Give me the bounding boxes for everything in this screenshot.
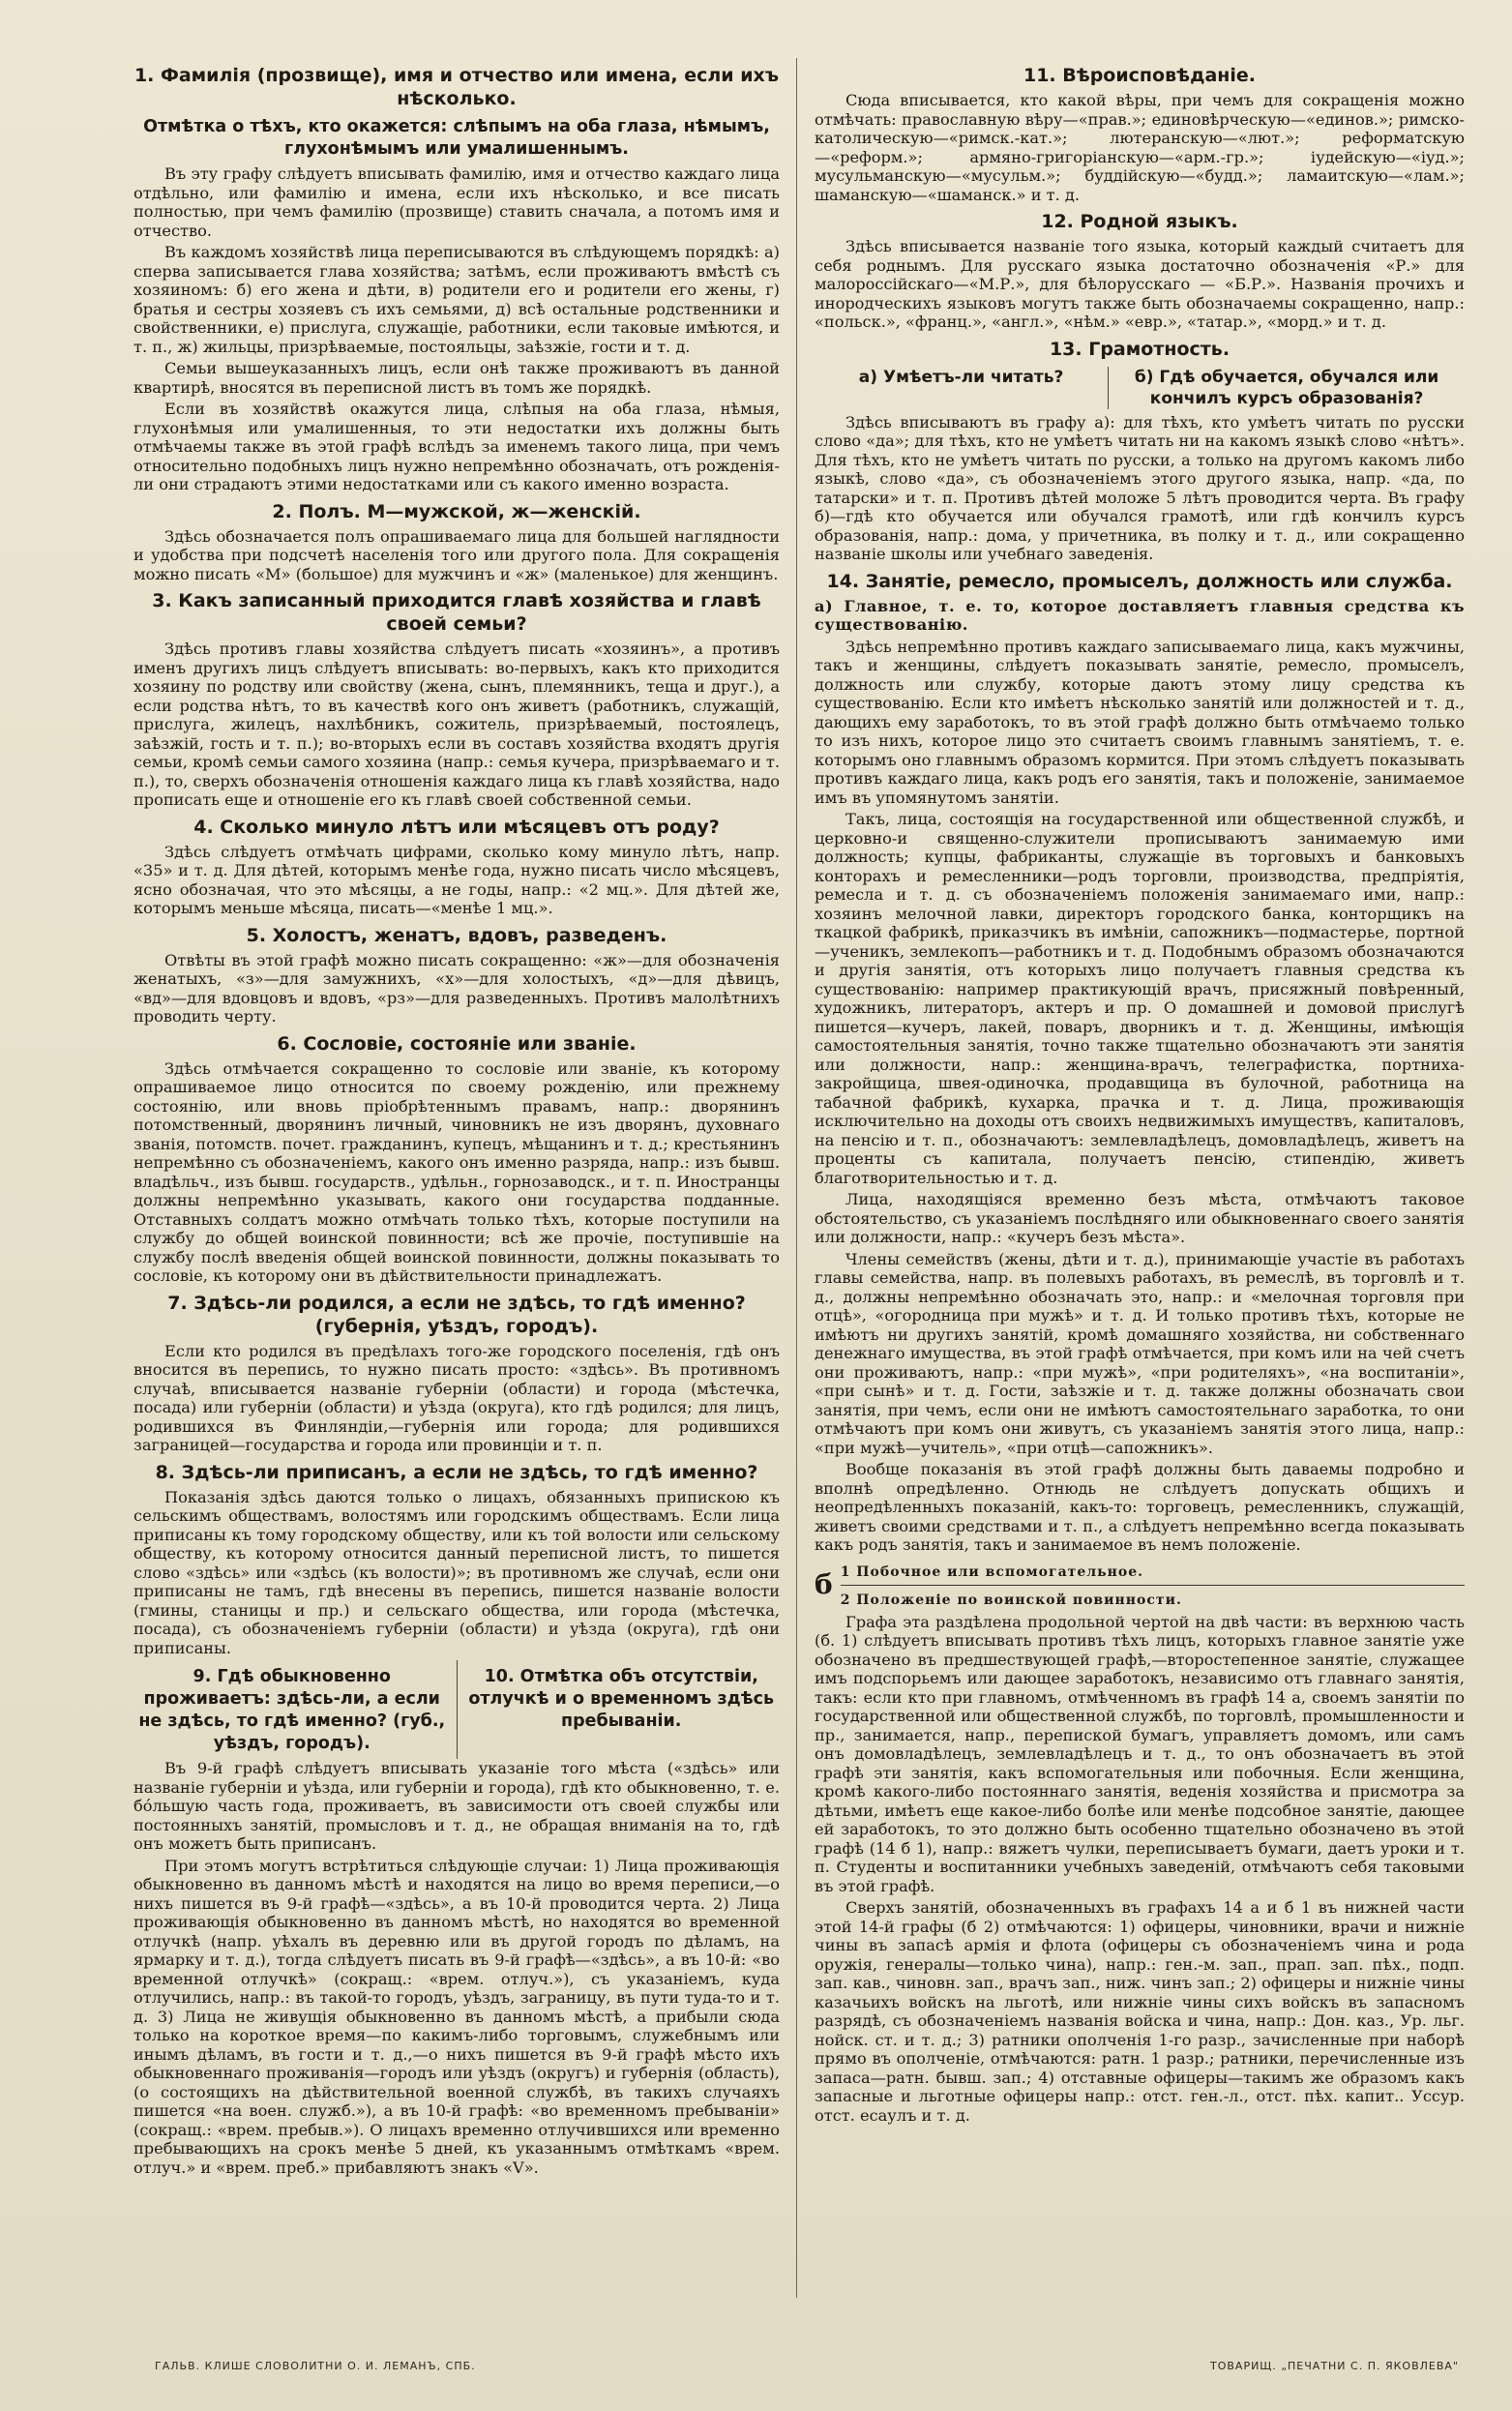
section-2-paragraph: Здѣсь обозначается полъ опрашиваемаго лица для большей наглядности и удобства при подсчетѣ населенія того или другого пола. Для сокращенія можно писать «М» (большое) для мужчинъ и «ж» (маленькое) для женщинъ. [133, 526, 780, 583]
section-1-subtitle: Отмѣтка о тѣхъ, кто окажется: слѣпымъ на оба глаза, нѣмымъ, глухонѣмымъ или умалишеннымъ. [143, 117, 770, 159]
section-14b-paragraph: Сверхъ занятій, обозначенныхъ въ графахъ 14 а и б 1 въ нижней части этой 14-й графы (б 2) отмѣчаются: 1) офицеры, чиновники, врачи и нижніе чины въ запасѣ армія и флота (офицеры съ обозначеніемъ чина и рода оружія, генералы—только чина), напр.: ген.-м. зап., прап. зап. пѣх., подп. зап. кав., чиновн. зап., врачъ зап., ниж. чинъ зап.; 2) офицеры и нижніе чины казачьихъ войскъ на льготѣ, или нижніе чины сихъ войскъ въ запасномъ разрядѣ, съ обозначеніемъ названія войска и чина, напр.: Дон. каз., Ур. льг. нойск. ст. и т. д.; 3) ратники ополченія 1-го разр., зачисленные при наборѣ прямо въ ополченіе, отмѣчаются: ратн. 1 разр.; ратники, перечисленные изъ запаса—ратн. бывш. зап.; 4) отставные офицеры—такимъ же образомъ какъ запасные и льготные офицеры напр.: отст. ген.-л., отст. пѣх. капит.. Усcур. отст. есаулъ и т. д. [815, 1898, 1465, 2125]
section-13b-title: б) Гдѣ обучается, обучался или кончилъ курсъ образованія? [1134, 367, 1439, 408]
footer-printer-right: ТОВАРИЩ. „ПЕЧАТНИ С. П. ЯКОВЛЕВА" [1210, 2360, 1459, 2372]
section-12-paragraph: Здѣсь вписывается названіе того языка, который каждый считаетъ для себя роднымъ. Для русскаго языка достаточно обозначенія «Р.» для малороссійскаго—«М.Р.», для бѣлорусскаго — «Б.Р.». Названія прочихъ и инородческихъ языковъ могутъ также быть обозначаемы сокращенно, напр.: «польск.», «франц.», «англ.», «нѣм.» «евр.», «татар.», «морд.» и т. д. [815, 237, 1465, 331]
section-14b-paragraph: Графа эта раздѣлена продольной чертой на двѣ части: въ верхнюю часть (б. 1) слѣдуетъ вписывать противъ тѣхъ лицъ, которыхъ главное занятіе уже обозначено въ предшествующей графѣ,—второстепенное занятіе, служащее имъ подспорьемъ или дающее заработокъ, независимо отъ главнаго занятія, такъ: если кто при главномъ, отмѣченномъ въ графѣ 14 а, своемъ занятіи по государственной или общественной службѣ, по торговлѣ, промышленности и пр., занимается, напр., перепиской бумагъ, управляетъ домомъ, или самъ онъ домовладѣлецъ, землевладѣлецъ и т. д., то онъ обозначаетъ въ этой графѣ эти занятія, какъ вспомогательныя или побочныя. Если женщина, кромѣ какого-либо постояннаго занятія, веденія хозяйства и присмотра за дѣтьми, имѣетъ еще какое-либо болѣе или менѣе подсобное занятіе, дающее ей заработокъ, то это должно быть особенно тщательно обозначено въ этой графѣ (14 б 1), напр.: вяжетъ чулки, переписываетъ бумаги, даетъ уроки и т. п. Студенты и воспитанники учебныхъ заведеній, отмѣчаютъ себя таковыми въ этой графѣ. [815, 1612, 1465, 1895]
section-13-title: 13. Грамотность. [1049, 338, 1230, 360]
section-7-paragraph: Если кто родился въ предѣлахъ того-же городского поселенія, гдѣ онъ вносится въ перепись, то нужно писать просто: «здѣсь». Въ противномъ случаѣ, вписывается названіе губерніи (области) и города (мѣстечка, посада) или губерніи (области) и уѣзда (округа), кто гдѣ родился; для лицъ, родившихся въ Финляндіи,—губернія или города; для родившихся заграницей—государства и города или провинціи и т. п. [133, 1341, 780, 1454]
section-3-paragraph: Здѣсь противъ главы хозяйства слѣдуетъ писать «хозяинъ», а противъ именъ другихъ лицъ слѣдуетъ вписывать: во-первыхъ, какъ кто приходится хозяину по родству или свойству (жена, сынъ, племянникъ, теща и друг.), а если родства нѣтъ, то въ качествѣ кого онъ живетъ (работникъ, служащій, прислуга, жилецъ, нахлѣбникъ, сожитель, призрѣваемый, постоялецъ, заѣзжій, гость и т. п.); во-вторыхъ если въ составъ хозяйства входятъ другія семьи, кромѣ семьи самого хозяина (напр.: семья кучера, призрѣваемаго и т. п.), то, сверхъ обозначенія отношенія каждаго лица къ главѣ хозяйства, надо прописать еще и отношеніе его къ главѣ своей собственной семьи. [133, 640, 780, 809]
section-14b-letter: б [815, 1568, 833, 1601]
section-8-paragraph: Показанія здѣсь даются только о лицахъ, обязанныхъ припискою къ сельскимъ обществамъ, волостямъ или городскимъ обществамъ. Если лица приписаны къ тому городскому обществу, или къ той волости или сельскому обществу, къ которому относится данный переписной листъ, то пишется слово «здѣсь» или «здѣсь (къ волости)»; въ противномъ же случаѣ, если они приписаны не тамъ, гдѣ внесены въ перепись, пишется названіе волости (гмины, станицы и пр.) и сельскаго общества, или города (мѣстечка, посада), съ обозначеніемъ губерніи (области) и уѣзда (округа), гдѣ они приписаны. [133, 1487, 780, 1657]
section-9-paragraph: Въ 9-й графѣ слѣдуетъ вписывать указаніе того мѣста («здѣсь» или названіе губерніи и уѣзда, или губерніи и города), гдѣ кто обыкновенно, т. е. бо́льшую часть года, проживаетъ, въ зависимости отъ своей службы или постоянныхъ занятій, промысловъ и т. д., не обращая вниманія на то, гдѣ онъ можетъ быть приписанъ. [133, 1759, 780, 1853]
section-14b-header [815, 1558, 1465, 1613]
section-1-paragraph: Семьи вышеуказанныхъ лицъ, если онѣ также проживаютъ въ данной квартирѣ, вносятся въ переписной листъ въ томъ же порядкѣ. [133, 359, 780, 397]
section-1-paragraph: Въ каждомъ хозяйствѣ лица переписываются въ слѣдующемъ порядкѣ: а) сперва записывается глава хозяйства; затѣмъ, если проживаютъ вмѣстѣ съ хозяиномъ: б) его жена и дѣти, в) родители его и родители его жены, г) братья и сестры хозяевъ съ ихъ семьями, д) всѣ остальные родственники и свойственники, е) прислуга, служащіе, работники, если таковые имѣются, и т. п., ж) жильцы, призрѣваемые, постояльцы, заѣзжіе, гости и т. д. [133, 243, 780, 356]
right-column [815, 58, 1465, 2314]
section-10-title: 10. Отмѣтка объ отсутствіи, отлучкѣ и о временномъ здѣсь пребываніи. [468, 1667, 775, 1731]
section-8-title: 8. Здѣсь-ли приписанъ, а если не здѣсь, то гдѣ именно? [155, 1461, 758, 1483]
section-14-paragraph: Вообще показанія въ этой графѣ должны быть даваемы подробно и вполнѣ опредѣленно. Отнюдь не слѣдуетъ допускать общихъ и неопредѣленныхъ показаній, какъ-то: торговецъ, ремесленникъ, служащій, живетъ своими средствами и т. п., а слѣдуетъ непремѣнно всегда показывать какъ родъ занятія, такъ и занимаемое въ немъ положеніе. [815, 1460, 1465, 1554]
section-2-title: 2. Полъ. М—мужской, ж—женскій. [272, 500, 641, 522]
section-14-paragraph: Члены семействъ (жены, дѣти и т. д.), принимающіе участіе въ работахъ главы семейства, напр. въ полевыхъ работахъ, въ ремеслѣ, въ торговлѣ и т. д., должны непремѣнно обозначать это, напр.: и «мелочная торговля при отцѣ», «огородница при мужѣ» и т. д. И только противъ тѣхъ, которые не имѣютъ ни другихъ занятій, кромѣ домашняго хозяйства, ни собственнаго денежнаго имущества, въ этой графѣ отмѣчается, при комъ или на чей счетъ они проживаютъ, напр.: «при мужѣ», «при родителяхъ», «на воспитаніи», «при сынѣ» и т. д. Гости, заѣзжіе и т. д. также должны обозначать свои занятія, при чемъ, если они не имѣютъ самостоятельнаго заработка, то они отмѣчаютъ при комъ они живутъ, съ указаніемъ занятія этого лица, напр.: «при мужѣ—учитель», «при отцѣ—сапожникъ». [815, 1249, 1465, 1457]
section-11-title: 11. Вѣроисповѣданіе. [1023, 65, 1257, 86]
section-1-paragraph: Если въ хозяйствѣ окажутся лица, слѣпыя на оба глаза, нѣмыя, глухонѣмыя или умалишенныя, то эти недостатки ихъ должны быть отмѣчаемы также въ этой графѣ вслѣдъ за именемъ такого лица, при чемъ относительно подобныхъ лицъ нужно непремѣнно обозначать, отъ рожденія-ли они страдаютъ этими недостатками или съ какого именно возраста. [133, 400, 780, 493]
section-14b2-title: 2 Положеніе по воинской повинности. [840, 1592, 1182, 1608]
section-14b1-title: 1 Побочное или вспомогательное. [840, 1563, 1143, 1580]
section-14b-rule [841, 1585, 1465, 1586]
section-11-paragraph: Сюда вписывается, кто какой вѣры, при чемъ для сокращенія можно отмѣчать: православную вѣру—«прав.»; единовѣрческую—«единов.»; римско-католическую—«римск.-кат.»; лютеранскую—«лют.»; реформатскую—«реформ.»; армяно-григоріанскую—«арм.-гр.»; іудейскую—«іуд.»; мусульманскую—«мусульм.»; буддійскую—«будд.»; ламаитскую—«лам.»; шаманскую—«шаманск.» и т. д. [815, 91, 1465, 204]
footer-printer-left: ГАЛЬВ. КЛИШЕ СЛОВОЛИТНИ О. И. ЛЕМАНЪ, СПБ. [155, 2360, 476, 2372]
section-5-paragraph: Отвѣты въ этой графѣ можно писать сокращенно: «ж»—для обозначенія женатыхъ, «з»—для замужнихъ, «х»—для холостыхъ, «д»—для дѣвицъ, «вд»—для вдовцовъ и вдовъ, «рз»—для разведенныхъ. Противъ малолѣтнихъ проводить черту. [133, 950, 780, 1026]
section-14-title: 14. Занятіе, ремесло, промыселъ, должность или служба. [826, 570, 1453, 592]
section-9-title: 9. Гдѣ обыкновенно проживаетъ: здѣсь-ли, а если не здѣсь, то гдѣ именно? (губ., уѣздъ, городъ). [138, 1667, 446, 1753]
section-3-title: 3. Какъ записанный приходится главѣ хозяйства и главѣ своей семьи? [152, 590, 761, 635]
column-divider [796, 58, 797, 2298]
section-13-paragraph: Здѣсь вписываютъ въ графу а): для тѣхъ, кто умѣетъ читать по русски слово «да»; для тѣхъ, кто не умѣетъ читать ни на какомъ языкѣ слово «нѣтъ». Для тѣхъ, кто не умѣетъ читать по русски, а только на другомъ какомъ либо языкѣ, слово «да», съ обозначеніемъ этого другого языка, напр. «да, по татарски» и т. п. Противъ дѣтей моложе 5 лѣтъ проводится черта. Въ графу б)—гдѣ кто обучается или обучался грамотѣ, или гдѣ кончилъ курсъ образованія, напр.: дома, у причетника, въ полку и т. д., или сокращенно названіе школы или учебнаго заведенія. [815, 412, 1465, 563]
section-4-paragraph: Здѣсь слѣдуетъ отмѣчать цифрами, сколько кому минуло лѣтъ, напр. «35» и т. д. Для дѣтей, которымъ менѣе года, нужно писать число мѣсяцевъ, ясно обозначая, что это мѣсяцы, а не годы, напр.: «2 мц.». Для дѣтей же, которымъ меньше мѣсяца, писать—«менѣе 1 мц.». [133, 842, 780, 917]
left-column [133, 58, 780, 2314]
section-6-paragraph: Здѣсь отмѣчается сокращенно то сословіе или званіе, къ которому опрашиваемое лицо относится по своему рожденію, или прежнему состоянію, или вновь пріобрѣтеннымъ правамъ, напр.: дворянинъ потомственный, дворянинъ личный, чиновникъ не изъ дворянъ, духовнаго званія, потомств. почет. гражданинъ, купецъ, мѣщанинъ и т. д.; крестьянинъ непремѣнно съ обозначеніемъ, какого онъ именно разряда, напр.: изъ бывш. владѣльч., изъ бывш. государств., удѣльн., горнозаводск., и т. п. Иностранцы должны непремѣнно указывать, какого они государства подданные. Отставныхъ солдатъ можно отмѣчать только тѣхъ, которые поступили на службу до общей воинской повинности; всѣ же прочіе, поступившіе на службу послѣ введенія общей воинской повинности, должны показывать то сословіе, къ которому они въ дѣйствительности принадлежатъ. [133, 1058, 780, 1285]
section-14-paragraph: Лица, находящіяся временно безъ мѣста, отмѣчаютъ таковое обстоятельство, съ указаніемъ послѣдняго или обыкновеннаго своего занятія или должности, напр.: «кучеръ безъ мѣста». [815, 1190, 1465, 1246]
section-5-title: 5. Холостъ, женатъ, вдовъ, разведенъ. [246, 924, 667, 946]
section-13a-title: а) Умѣетъ-ли читать? [858, 367, 1064, 387]
section-14-paragraph: Здѣсь непремѣнно противъ каждаго записываемаго лица, какъ мужчины, такъ и женщины, слѣдуетъ показывать занятіе, ремесло, промыселъ, должность или службу, которые даютъ этому лицу средства къ существованію. Если кто имѣетъ нѣсколько занятій или должностей и т. д., дающихъ ему заработокъ, то въ этой графѣ должно быть отмѣчаемо только то изъ нихъ, которое лицо это считаетъ своимъ главнымъ занятіемъ, т. е. которымъ оно главнымъ образомъ кормится. При этомъ слѣдуетъ показывать противъ каждаго лица, какъ родъ его занятія, такъ и положеніе, занимаемое имъ въ упомянутомъ занятіи. [815, 637, 1465, 807]
section-9-paragraph: При этомъ могутъ встрѣтиться слѣдующіе случаи: 1) Лица проживающія обыкновенно въ данномъ мѣстѣ и находятся на лицо во время переписи,—о нихъ пишется въ 9-й графѣ—«здѣсь», а въ 10-й проводится черта. 2) Лица проживающія обыкновенно въ данномъ мѣстѣ, но находятся во временной отлучкѣ (напр. уѣхалъ въ деревню или въ другой городъ по дѣламъ, на ярмарку и т. д.), тогда слѣдуетъ писать въ 9-й графѣ—«здѣсь», а въ 10-й: «во временной отлучкѣ» (сокращ.: «врем. отлуч.»), съ указаніемъ, куда отлучились, напр.: въ такой-то городъ, уѣздъ, заграницу, въ пути туда-то и т. д. 3) Лица не живущія обыкновенно въ данномъ мѣстѣ, а прибыли сюда только на короткое время—по какимъ-либо торговымъ, служебнымъ или инымъ дѣламъ, въ гости и т. д.,—о нихъ пишется въ 9-й графѣ мѣсто ихъ обыкновеннаго проживанія—городъ или уѣздъ (округъ) и губернія (область), (о состоящихъ на дѣйствительной военной службѣ, въ такихъ случаяхъ пишется «на воен. служб.»), а въ 10-й графѣ: «во временномъ пребываніи» (сокращ.: «врем. пребыв.»). О лицахъ временно отлучившихся или временно пребывающихъ на срокъ менѣе 5 дней, къ указаннымъ отмѣткамъ «врем. отлуч.» и «врем. преб.» прибавляютъ знакъ «V». [133, 1856, 780, 2177]
section-12-title: 12. Родной языкъ. [1041, 211, 1238, 232]
section-14-paragraph: Такъ, лица, состоящія на государственной или общественной службѣ, и церковно-и священно-служители прописываютъ занимаемую ими должность; купцы, фабриканты, служащіе въ торговыхъ и банковыхъ конторахъ и ремесленники—родъ торговли, производства, предпріятія, ремесла и т. д. съ обозначеніемъ положенія занимаемаго ими, напр.: хозяинъ мелочной лавки, директоръ городского банка, конторщикъ на ткацкой фабрикѣ, приказчикъ въ имѣніи, сапожникъ—подмастерье, портной—ученикъ, землекопъ—работникъ и т. д. Подобнымъ образомъ обозначаются и другія занятія, отъ которыхъ лицо получаетъ главныя средства къ существованію: например практикующій врачъ, присяжный повѣренный, художникъ, литераторъ, актеръ и пр. О домашней и домовой прислугѣ пишется—кучеръ, лакей, поваръ, дворникъ и т. д. Женщины, имѣющія самостоятельныя занятія, точно также тщательно обозначаютъ эти занятія или должности, напр.: женщина-врачъ, телеграфистка, портниха-закройщица, швея-одиночка, продавщица въ булочной, работница на табачной фабрикѣ, кухарка, прачка и т. д. Лица, проживающія исключительно на доходы отъ своихъ недвижимыхъ имуществъ, капиталовъ, на пенсію и т. п., обозначаютъ: землевладѣлецъ, домовладѣлецъ, живетъ на проценты съ капитала, получаетъ пенсію, стипендію, живетъ благотворительностью и т. д. [815, 810, 1465, 1187]
section-13-subheaders [815, 367, 1465, 409]
section-14a-subtitle: а) Главное, т. е. то, которое доставляетъ главныя средства къ существованію. [815, 596, 1465, 634]
section-4-title: 4. Сколько минуло лѣтъ или мѣсяцевъ отъ роду? [193, 816, 720, 838]
section-1-title: 1. Фамилія (прозвище), имя и отчество или имена, если ихъ нѣсколько. [133, 65, 780, 109]
section-7-title: 7. Здѣсь-ли родился, а если не здѣсь, то гдѣ именно? (губернія, уѣздъ, городъ). [167, 1292, 746, 1337]
section-9-10-header [133, 1660, 780, 1759]
section-6-title: 6. Сословіе, состояніе или званіе. [277, 1032, 637, 1055]
section-1-paragraph: Въ эту графу слѣдуетъ вписывать фамилію, имя и отчество каждаго лица отдѣльно, или фамилію и имена, если ихъ нѣсколько, и все писать полностью, при чемъ фамилію (прозвище) ставить сначала, а потомъ имя и отчество. [133, 164, 780, 240]
